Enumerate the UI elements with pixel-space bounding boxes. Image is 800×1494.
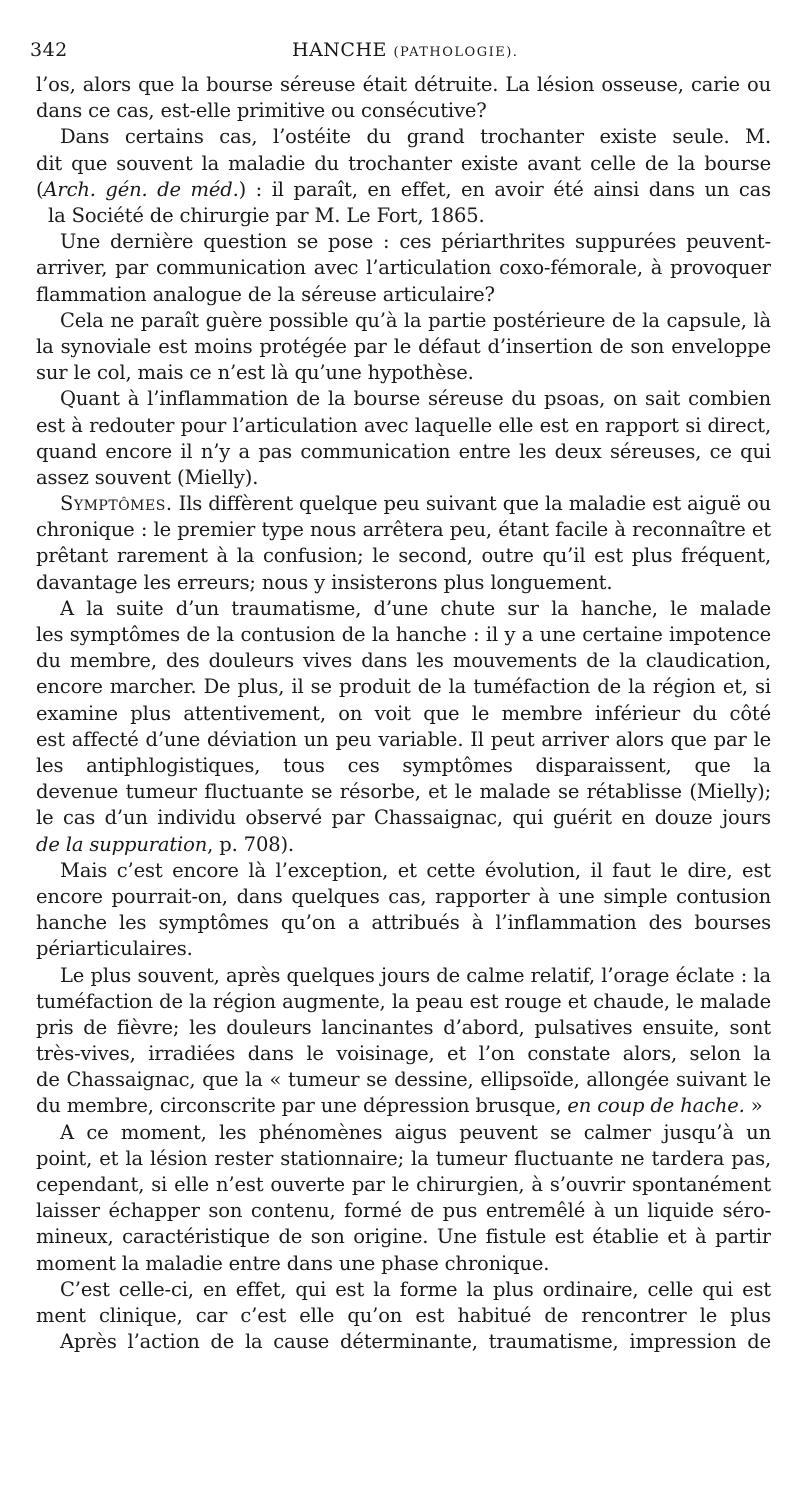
text-line: point, et la lésion rester stationnaire; la tumeur fluctuante ne tardera pas, [36,1146,771,1170]
text-line: devenue tumeur fluctuante se résorbe, et le malade se rétablisse (Mielly); [36,780,771,804]
text-line: hanche les symptômes qu’on a attribués à l’inflammation des bourses [36,911,771,935]
text-line: très-vives, irradiées dans le voisinage, et l’on constate alors, selon la [36,1042,771,1066]
text-line: le cas d’un individu observé par Chassaignac, qui guérit en douze jours [36,806,771,830]
text-line: encore pourrait-on, dans quelques cas, rapporter à une simple contusion [36,884,771,908]
text-line: cependant, si elle n’est ouverte par le chirurgien, à s’ouvrir spontanément [36,1173,771,1197]
text-line: tuméfaction de la région augmente, la peau est rouge et chaude, le malade [36,989,771,1013]
running-head-title: HANCHE [292,39,387,61]
section-heading: Symptômes. [60,492,173,516]
text-line: Mais c’est encore là l’exception, et cette évolution, il faut le dire, est [60,858,771,882]
text-line: est à redouter pour l’articulation avec laquelle elle est en rapport si direct, [36,413,771,437]
text-line: Une dernière question se pose : ces périarthrites suppurées peuvent- [60,230,771,254]
text-line: les antiphlogistiques, tous ces symptômes disparaissent, que la [36,753,771,777]
text-line: (Arch. gén. de méd.) : il paraît, en effet, en avoir été ainsi dans un cas [36,177,771,201]
page-header [30,36,770,64]
text-line: dans ce cas, est-elle primitive ou consécutive? [36,99,487,123]
text-line: pris de fièvre; les douleurs lancinantes d’abord, pulsatives ensuite, sont [36,1015,771,1039]
text-line: flammation analogue de la séreuse articulaire? [36,282,495,306]
text-line: ment clinique, car c’est elle qu’on est habitué de rencontrer le plus [36,1303,771,1327]
text-line: la synoviale est moins protégée par le défaut d’insertion de son enveloppe [36,334,771,358]
text-line: chronique : le premier type nous arrêtera peu, étant facile à reconnaître et [36,518,771,542]
text-line: davantage les erreurs; nous y insisterons plus longuement. [36,570,613,594]
text-line: Symptômes. Ils diffèrent quelque peu suivant que la maladie est aiguë ou [60,492,771,516]
text-line: l’os, alors que la bourse séreuse était détruite. La lésion osseuse, carie ou [36,73,771,96]
text-line: examine plus attentivement, on voit que le membre inférieur du côté [36,701,771,725]
text-line: prêtant rarement à la confusion; le second, outre qu’il est plus fréquent, [36,544,771,568]
text-line: les symptômes de la contusion de la hanche : il y a une certaine impotence [36,623,771,647]
text-line: assez souvent (Mielly). [36,465,259,489]
body-text [36,72,771,1355]
text-line: mineux, caractéristique de son origine. Une fistule est établie et à partir [36,1225,771,1249]
text-line: dit que souvent la maladie du trochanter existe avant celle de la bourse [36,151,771,175]
text-line: de la suppuration, p. 708). [36,832,294,856]
text-line: arriver, par communication avec l’articulation coxo-fémorale, à provoquer [36,256,771,280]
text-line: C’est celle-ci, en effet, qui est la forme la plus ordinaire, celle qui est [60,1277,771,1301]
text-line: encore marcher. De plus, il se produit de la tuméfaction de la région et, si [36,675,771,699]
text-line: sur le col, mais ce n’est là qu’une hypothèse. [36,361,474,385]
text-line: A ce moment, les phénomènes aigus peuvent se calmer jusqu’à un [60,1120,771,1144]
text-line: Le plus souvent, après quelques jours de calme relatif, l’orage éclate : la [60,963,771,987]
running-head [292,36,518,67]
text-line: moment la maladie entre dans une phase chronique. [36,1251,550,1275]
text-line: du membre, circonscrite par une dépression brusque, en coup de hache. » [36,1094,763,1118]
text-line: A la suite d’un traumatisme, d’une chute sur la hanche, le malade [60,596,771,620]
text-line: laisser échapper son contenu, formé de pus entremêlé à un liquide séro- [36,1199,771,1223]
text-line: Cela ne paraît guère possible qu’à la partie postérieure de la capsule, là [60,308,771,332]
running-head-subtitle: (PATHOLOGIE). [393,45,519,60]
text-line: périarticulaires. [36,937,193,961]
text-line: quand encore il n’y a pas communication entre les deux séreuses, ce qui [36,439,771,463]
text-line: du membre, des douleurs vives dans les mouvements de la claudication, [36,649,771,673]
text-line: de Chassaignac, que la « tumeur se dessine, ellipsoïde, allongée suivant le [36,1068,771,1092]
text-line: Dans certains cas, l’ostéite du grand trochanter existe seule. M. [60,125,771,149]
text-line: la Société de chirurgie par M. Le Fort, 1865. [48,203,485,227]
page-number: 342 [30,39,68,61]
text-line: est affecté d’une déviation un peu variable. Il peut arriver alors que par le [36,727,771,751]
text-line: Après l’action de la cause déterminante, traumatisme, impression de [60,1330,771,1354]
text-line: Quant à l’inflammation de la bourse séreuse du psoas, on sait combien [60,387,771,411]
